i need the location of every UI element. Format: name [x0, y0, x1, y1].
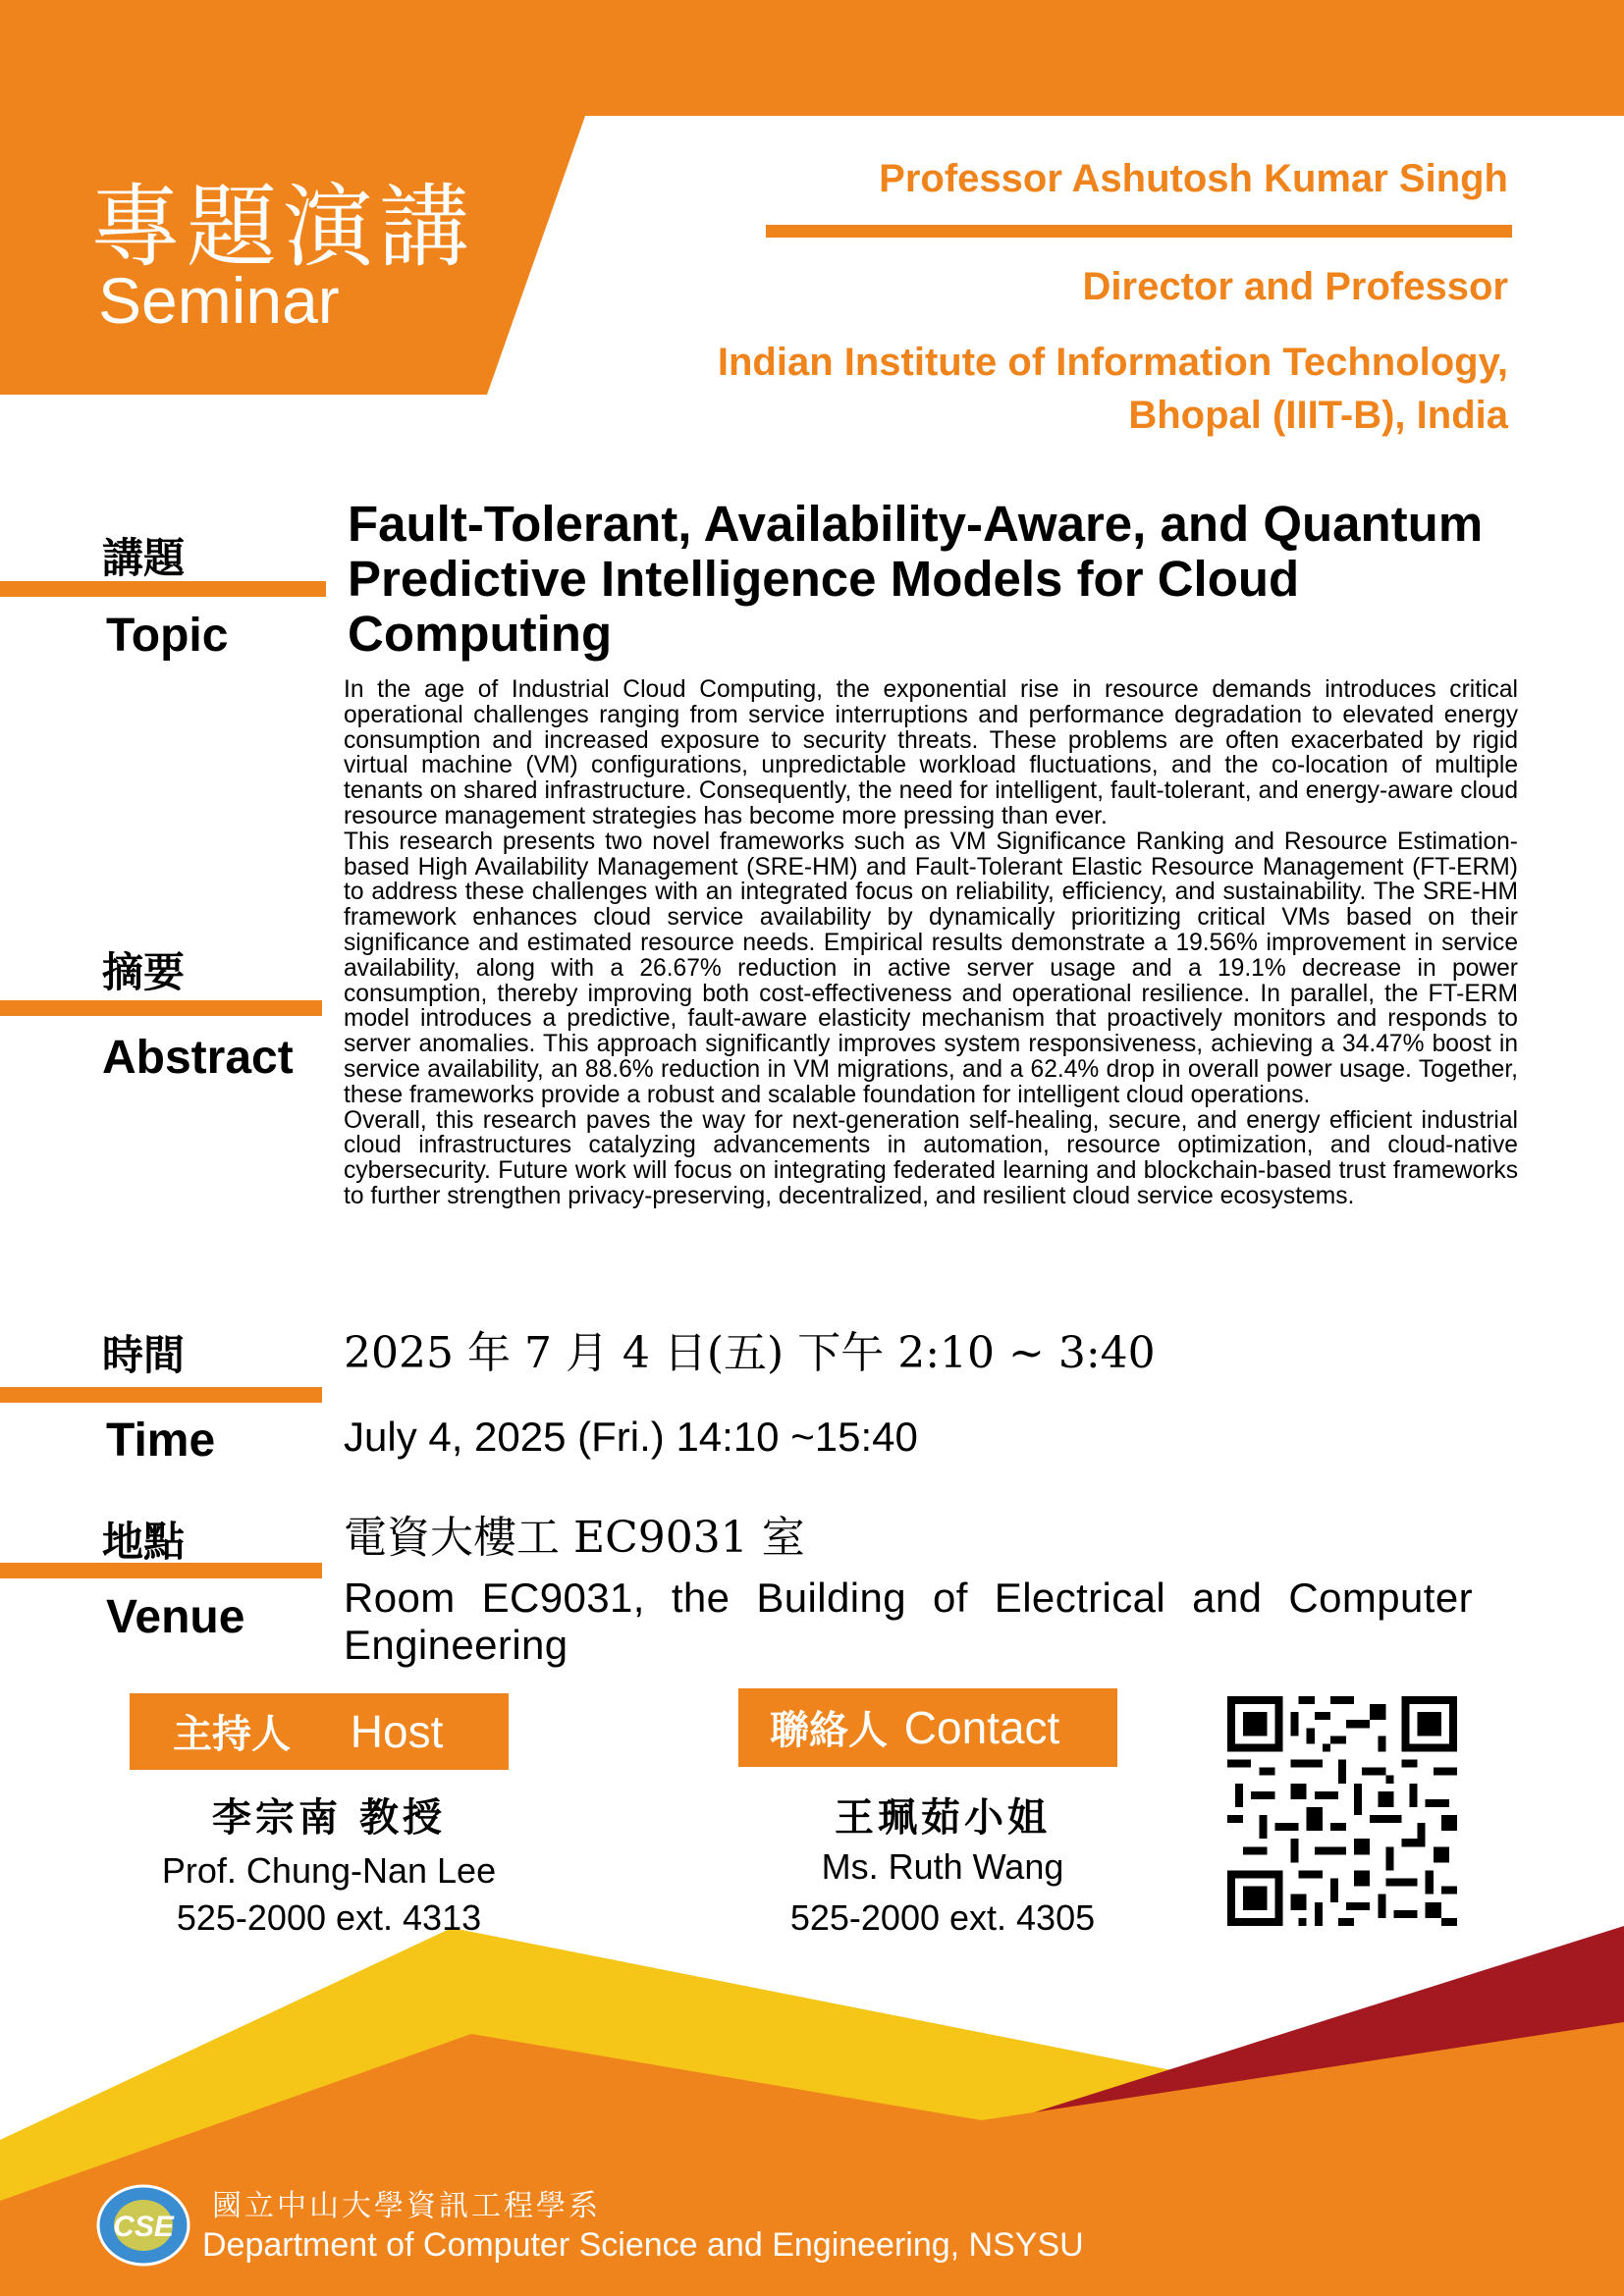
host-label-cjk: 主持人: [173, 1711, 291, 1757]
abstract-text: [344, 677, 1518, 1209]
contact-phone: 525-2000 ext. 4305: [789, 1897, 1096, 1938]
footer-dept-cjk: 國立中山大學資訊工程學系: [212, 2189, 601, 2223]
abstract-label-cjk: 摘要: [102, 948, 186, 996]
topic-label-en: Topic: [106, 610, 229, 662]
speaker-underline: [766, 225, 1512, 238]
abstract-paragraph-2: This research presents two novel frameworks such as VM Significance Ranking and Resource Estimation-based High Availability Management (SRE-HM) and Fault-Tolerant Elastic Resource Management (FT-ERM) to address these challenges with an integrated focus on reliability, efficiency, and sustainability. The SRE-HM framework enhances cloud service availability by dynamically prioritizing critical VMs based on their significance and estimated resource needs. Empirical results demonstrate a 19.56% improvement in service availability, along with a 26.67% reduction in active server usage and a 19.1% decrease in power consumption, thereby improving both cost-effectiveness and operational resilience. In parallel, the FT-ERM model introduces a predictive, fault-aware elasticity mechanism that proactively monitors and responds to server anomalies. This approach significantly improves system responsiveness, achieving a 34.47% boost in service availability, an 88.6% reduction in VM migrations, and a 62.4% drop in overall power usage. Together, these frameworks provide a robust and scalable foundation for intelligent cloud operations.: [344, 828, 1518, 1108]
cse-logo-icon: [94, 2181, 192, 2269]
institution-line-1: Indian Institute of Information Technology,: [717, 341, 1508, 384]
abstract-paragraph-3: Overall, this research paves the way for next-generation self-healing, secure, and energy efficient industrial cloud infrastructures catalyzing advancements in automation, resource optimization, and cloud-native cybersecurity. Future work will focus on integrating federated learning and blockchain-based trust frameworks to further strengthen privacy-preserving, decentralized, and resilient cloud service ecosystems.: [344, 1106, 1518, 1209]
contact-name-cjk: 王珮茹小姐: [835, 1794, 1051, 1841]
time-label-cjk: 時間: [102, 1331, 186, 1379]
time-value-cjk: 2025 年 7 月 4 日(五) 下午 2:10 ~ 3:40: [344, 1328, 1156, 1378]
host-phone: 525-2000 ext. 4313: [176, 1897, 482, 1938]
speaker-name: Professor Ashutosh Kumar Singh: [879, 157, 1508, 200]
speaker-position: Director and Professor: [1082, 265, 1508, 308]
time-value-en: July 4, 2025 (Fri.) 14:10 ~15:40: [344, 1414, 918, 1460]
abstract-paragraph-1: In the age of Industrial Cloud Computing, the exponential rise in resource demands introduces critical operational challenges ranging from service interruptions and performance degradation to elevated energy consumption and increased exposure to security threats. These problems are often exacerbated by rigid virtual machine (VM) configurations, unpredictable workload fluctuations, and the co-location of multiple tenants on shared infrastructure. Consequently, the need for intelligent, fault-tolerant, and energy-aware cloud resource management strategies has become more pressing than ever.: [344, 676, 1518, 829]
host-name-cjk: 李宗南 教授: [212, 1794, 446, 1841]
time-label-en: Time: [106, 1415, 216, 1467]
host-info: [108, 1787, 550, 1939]
logo-text: CSE: [113, 2211, 174, 2243]
venue-label-en: Venue: [106, 1591, 245, 1643]
venue-label-cjk: 地點: [102, 1518, 186, 1566]
footer-dept-en: Department of Computer Science and Engineering, NSYSU: [202, 2226, 1084, 2264]
abstract-label-en: Abstract: [102, 1032, 294, 1084]
abstract-rule: [0, 1000, 322, 1016]
host-label-box: [130, 1693, 509, 1770]
seminar-title-en: Seminar: [98, 264, 340, 337]
venue-value-cjk: 電資大樓工 EC9031 室: [344, 1513, 805, 1563]
host-label-en: Host: [350, 1706, 444, 1757]
contact-label-box: [738, 1688, 1117, 1767]
time-rule: [0, 1387, 322, 1403]
contact-label-en: Contact: [903, 1702, 1060, 1753]
speaker-institution: [718, 336, 1508, 442]
topic-label-cjk: 講題: [102, 534, 186, 582]
seminar-title-cjk: 專題演講: [90, 175, 476, 280]
institution-line-2: Bhopal (IIIT-B), India: [1128, 394, 1508, 437]
host-name-en: Prof. Chung-Nan Lee: [161, 1850, 497, 1891]
topic-title: Fault-Tolerant, Availability-Aware, and Quantum Predictive Intelligence Models for Cloud Computing: [348, 496, 1484, 662]
contact-label-cjk: 聯絡人: [770, 1707, 888, 1753]
qr-code-icon[interactable]: [1227, 1696, 1457, 1926]
contact-name-en: Ms. Ruth Wang: [821, 1846, 1064, 1887]
venue-value-en: Room EC9031, the Building of Electrical and Computer Engineering: [344, 1575, 1473, 1668]
contact-info: [722, 1787, 1164, 1939]
